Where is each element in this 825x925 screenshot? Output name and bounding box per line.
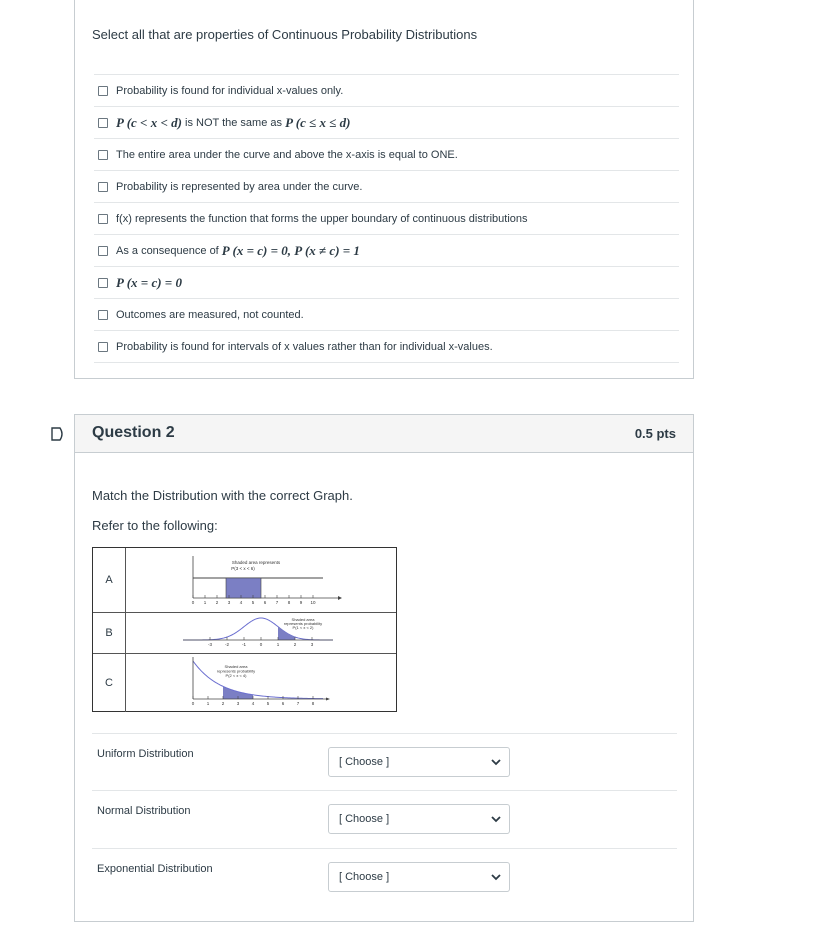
option-2[interactable]: [94, 107, 679, 139]
graph-annotation: P(1 < x < 2): [292, 625, 314, 630]
row-letter: B: [93, 613, 126, 653]
question-2-card: [74, 414, 694, 922]
tick-label: 1: [276, 642, 280, 647]
match-select[interactable]: [328, 747, 510, 777]
checkbox[interactable]: [98, 118, 108, 128]
checkbox[interactable]: [98, 150, 108, 160]
graph-annotation: Shaded area: [224, 664, 248, 669]
option-7[interactable]: [94, 267, 679, 299]
normal-graph: [173, 613, 348, 653]
tick-label: 3: [310, 642, 314, 647]
chevron-down-icon: [491, 872, 501, 882]
tick-label: 8: [311, 701, 315, 706]
checkbox[interactable]: [98, 86, 108, 96]
option-math: P (x = c) = 0: [116, 274, 182, 290]
question-1-card: [74, 0, 694, 379]
match-row-normal: [92, 790, 677, 848]
answer-options: [94, 74, 679, 363]
question-points: 0.5 pts: [634, 426, 676, 441]
uniform-graph: [188, 553, 348, 608]
checkbox[interactable]: [98, 214, 108, 224]
match-row-uniform: [92, 733, 677, 791]
tick-label: 2: [215, 600, 219, 605]
option-label: Probability is represented by area under the curve.: [116, 180, 363, 193]
tick-label: 0: [191, 701, 195, 706]
option-label: Probability is found for individual x-values only.: [116, 84, 344, 97]
option-3[interactable]: [94, 139, 679, 171]
graph-annotation: P(2 < x < 4): [225, 673, 247, 678]
graph-annotation: Shaded area: [291, 617, 315, 622]
match-label: Exponential Distribution: [97, 863, 213, 875]
tick-label: 6: [281, 701, 285, 706]
question-title: Question 2: [92, 424, 175, 441]
chevron-down-icon: [491, 814, 501, 824]
tick-label: 4: [239, 600, 243, 605]
checkbox[interactable]: [98, 246, 108, 256]
checkbox[interactable]: [98, 278, 108, 288]
tick-label: -2: [224, 642, 230, 647]
select-value: [ Choose ]: [339, 756, 390, 768]
tick-label: 9: [299, 600, 303, 605]
graph-row-c: [93, 654, 396, 712]
match-select[interactable]: [328, 804, 510, 834]
tick-label: 3: [236, 701, 240, 706]
option-4[interactable]: [94, 171, 679, 203]
row-letter: A: [93, 548, 126, 612]
tick-label: 6: [263, 600, 267, 605]
option-label: The entire area under the curve and above the x-axis is equal to ONE.: [116, 148, 458, 161]
exponential-graph: [188, 654, 338, 711]
option-8[interactable]: [94, 299, 679, 331]
option-5[interactable]: [94, 203, 679, 235]
option-1[interactable]: [94, 75, 679, 107]
refer-text: Refer to the following:: [92, 518, 218, 533]
tick-label: 0: [191, 600, 195, 605]
select-value: [ Choose ]: [339, 871, 390, 883]
option-label: f(x) represents the function that forms the upper boundary of continuous distributions: [116, 212, 528, 225]
option-label: Outcomes are measured, not counted.: [116, 308, 304, 321]
option-label: As a consequence of: [116, 244, 222, 257]
option-label: is NOT the same as: [181, 116, 286, 129]
tick-label: 4: [251, 701, 255, 706]
tick-label: 3: [227, 600, 231, 605]
graph-row-a: [93, 548, 396, 613]
question-1-prompt: Select all that are properties of Continuous Probability Distributions: [92, 27, 478, 42]
chevron-down-icon: [491, 757, 501, 767]
tick-label: 7: [296, 701, 300, 706]
tick-label: 8: [287, 600, 291, 605]
match-select[interactable]: [328, 862, 510, 892]
match-row-exponential: [92, 848, 677, 906]
shaded-area: [226, 578, 261, 598]
flag-question-icon[interactable]: [50, 426, 66, 442]
checkbox[interactable]: [98, 182, 108, 192]
graph-annotation: represents probability: [283, 621, 323, 626]
option-9[interactable]: [94, 331, 679, 363]
option-math: P (c < x < d): [116, 114, 182, 130]
row-letter: C: [93, 654, 126, 712]
option-math: P (x = c) = 0, P (x ≠ c) = 1: [221, 242, 360, 258]
tick-label: 5: [266, 701, 270, 706]
tick-label: 7: [275, 600, 279, 605]
match-label: Normal Distribution: [97, 805, 191, 817]
graph-annotation: P(3 < x < 6): [231, 566, 255, 571]
option-math: P (c ≤ x ≤ d): [285, 114, 351, 130]
option-label: Probability is found for intervals of x values rather than for individual x-values.: [116, 340, 493, 353]
graph-annotation: Shaded area represents: [231, 560, 281, 565]
tick-label: 1: [206, 701, 210, 706]
question-2-prompt: Match the Distribution with the correct Graph.: [92, 488, 353, 503]
tick-label: 0: [259, 642, 263, 647]
graph-annotation: represents probability: [216, 668, 256, 674]
select-value: [ Choose ]: [339, 813, 390, 825]
graph-table: [92, 547, 397, 712]
tick-label: 1: [203, 600, 207, 605]
tick-label: -1: [241, 642, 247, 647]
match-label: Uniform Distribution: [97, 748, 194, 760]
tick-label: 5: [251, 600, 255, 605]
checkbox[interactable]: [98, 310, 108, 320]
option-6[interactable]: [94, 235, 679, 267]
checkbox[interactable]: [98, 342, 108, 352]
tick-label: 2: [221, 701, 225, 706]
tick-label: -3: [207, 642, 213, 647]
tick-label: 10: [310, 600, 316, 605]
tick-label: 2: [293, 642, 297, 647]
graph-row-b: [93, 613, 396, 654]
question-header: [75, 415, 693, 453]
